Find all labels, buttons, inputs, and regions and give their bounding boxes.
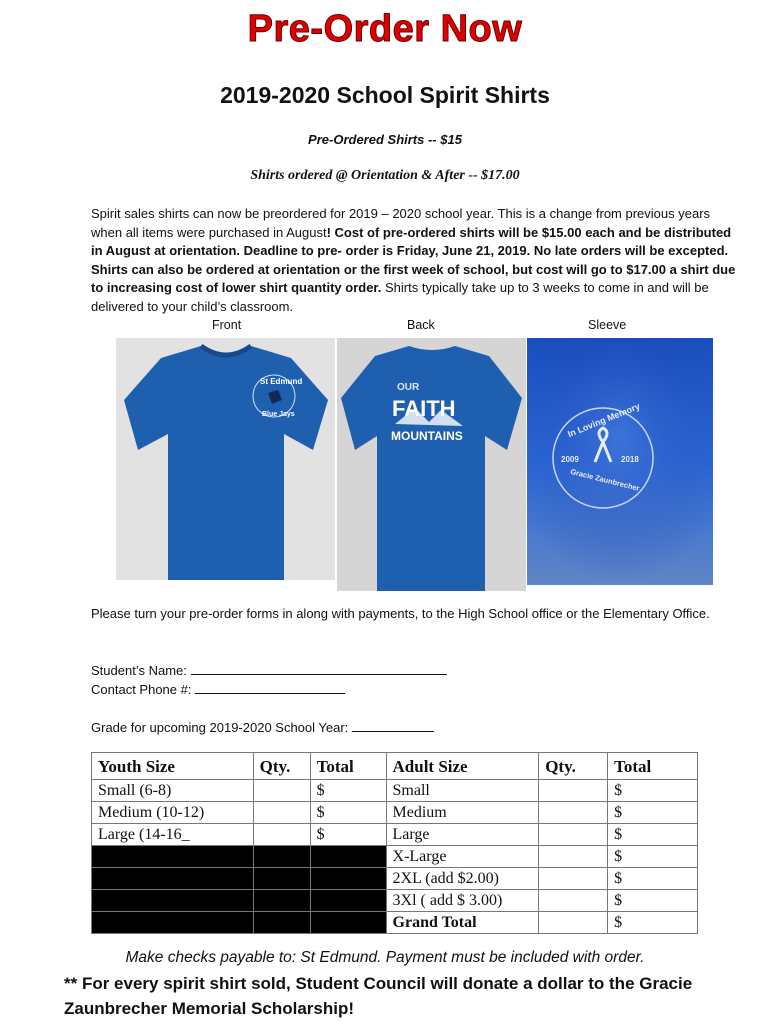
preorder-price: Pre-Ordered Shirts -- $15 [308,132,462,147]
table-row [92,890,698,912]
student-name-row [91,662,447,678]
table-row [92,912,698,934]
youth-qty-cell[interactable] [253,824,310,846]
back-text-mountains: MOUNTAINS [391,429,463,443]
blacked-out-cell [253,868,310,890]
table-header-row [92,753,698,780]
front-shirt-photo [116,338,335,580]
header-youth-size: Youth Size [92,753,254,780]
back-text-our: OUR [397,382,420,393]
grade-label: Grade for upcoming 2019-2020 School Year: [91,720,349,735]
contact-phone-row [91,681,345,697]
header-adult-qty: Qty. [539,753,608,780]
front-label: Front [212,318,242,332]
header-youth-total: Total [310,753,386,780]
table-row [92,780,698,802]
youth-size-cell: Small (6-8) [92,780,254,802]
adult-size-cell: 3Xl ( add $ 3.00) [386,890,539,912]
sleeve-year-left: 2009 [561,455,579,464]
grand-total-label: Grand Total [386,912,539,934]
youth-total-cell[interactable]: $ [310,802,386,824]
grand-total-cell[interactable]: $ [608,912,698,934]
contact-phone-field[interactable] [195,681,345,694]
table-row [92,824,698,846]
adult-total-cell[interactable]: $ [608,824,698,846]
grade-row [91,719,434,735]
contact-phone-label: Contact Phone #: [91,682,192,697]
donation-note: ** For every spirit shirt sold, Student Council will donate a dollar to the Gracie Zaunbrecher Memorial Scholarship! [64,974,693,1018]
intro-part-2: ! Cost of pre-ordered shirts will be $15.00 each and be distributed in August at orientation. Deadline to pre- order is Friday, June 21, 2019. No late orders will be excepted. Shirts can also be ordered at orientation or the first week of school, but cost will go to $17.00 a shirt due to increasing cost of lower shirt quantity order. [91,224,736,295]
table-row [92,802,698,824]
back-shirt-photo [337,338,526,591]
back-label: Back [407,318,435,332]
blacked-out-cell [310,890,386,912]
header-adult-size: Adult Size [386,753,539,780]
blacked-out-cell [310,846,386,868]
order-table [91,752,698,934]
youth-qty-cell[interactable] [253,802,310,824]
blacked-out-cell [253,846,310,868]
blacked-out-cell [253,890,310,912]
blacked-out-cell [92,912,254,934]
page-subtitle: 2019-2020 School Spirit Shirts [220,82,550,108]
page-title: Pre-Order Now [247,8,523,50]
after-price: Shirts ordered @ Orientation & After -- $17.00 [250,168,520,183]
adult-qty-cell[interactable] [539,868,608,890]
adult-qty-cell[interactable] [539,780,608,802]
back-text-faith: FAITH [392,396,456,421]
adult-qty-cell[interactable] [539,890,608,912]
youth-total-cell[interactable]: $ [310,824,386,846]
blacked-out-cell [310,912,386,934]
adult-total-cell[interactable]: $ [608,802,698,824]
sleeve-text-bottom: Gracie Zaunbrecher [569,466,641,493]
sleeve-photo [527,338,713,585]
adult-size-cell: 2XL (add $2.00) [386,868,539,890]
adult-total-cell[interactable]: $ [608,846,698,868]
table-row [92,846,698,868]
blacked-out-cell [92,846,254,868]
adult-size-cell: Small [386,780,539,802]
youth-size-cell: Large (14-16_ [92,824,254,846]
sleeve-year-right: 2018 [621,455,639,464]
adult-qty-cell[interactable] [539,824,608,846]
adult-qty-cell[interactable] [539,846,608,868]
instructions: Please turn your pre-order forms in along with payments, to the High School office or the Elementary Office. [91,606,710,621]
adult-qty-cell[interactable] [539,912,608,934]
blacked-out-cell [310,868,386,890]
checks-note: Make checks payable to: St Edmund. Payment must be included with order. [125,949,645,966]
intro-paragraph [91,205,736,316]
front-logo-top: St Edmund [260,377,303,386]
adult-size-cell: Medium [386,802,539,824]
adult-total-cell[interactable]: $ [608,868,698,890]
adult-qty-cell[interactable] [539,802,608,824]
youth-qty-cell[interactable] [253,780,310,802]
youth-total-cell[interactable]: $ [310,780,386,802]
blacked-out-cell [92,868,254,890]
header-adult-total: Total [608,753,698,780]
youth-size-cell: Medium (10-12) [92,802,254,824]
intro-part-1: Spirit sales shirts can now be preordered for 2019 – 2020 school year. This is a change from previous years when all items were purchased in August [91,206,711,240]
intro-part-3: Shirts typically take up to 3 weeks to come in and will be delivered to your child’s classroom. [91,280,709,314]
adult-size-cell: X-Large [386,846,539,868]
grade-field[interactable] [352,719,434,732]
adult-total-cell[interactable]: $ [608,890,698,912]
table-row [92,868,698,890]
header-youth-qty: Qty. [253,753,310,780]
blacked-out-cell [253,912,310,934]
adult-size-cell: Large [386,824,539,846]
student-name-field[interactable] [191,662,447,675]
blacked-out-cell [92,890,254,912]
student-name-label: Student’s Name: [91,663,187,678]
sleeve-text-top: In Loving Memory [566,401,642,440]
adult-total-cell[interactable]: $ [608,780,698,802]
front-logo-bottom: Blue Jays [262,411,295,418]
sleeve-label: Sleeve [588,318,627,332]
